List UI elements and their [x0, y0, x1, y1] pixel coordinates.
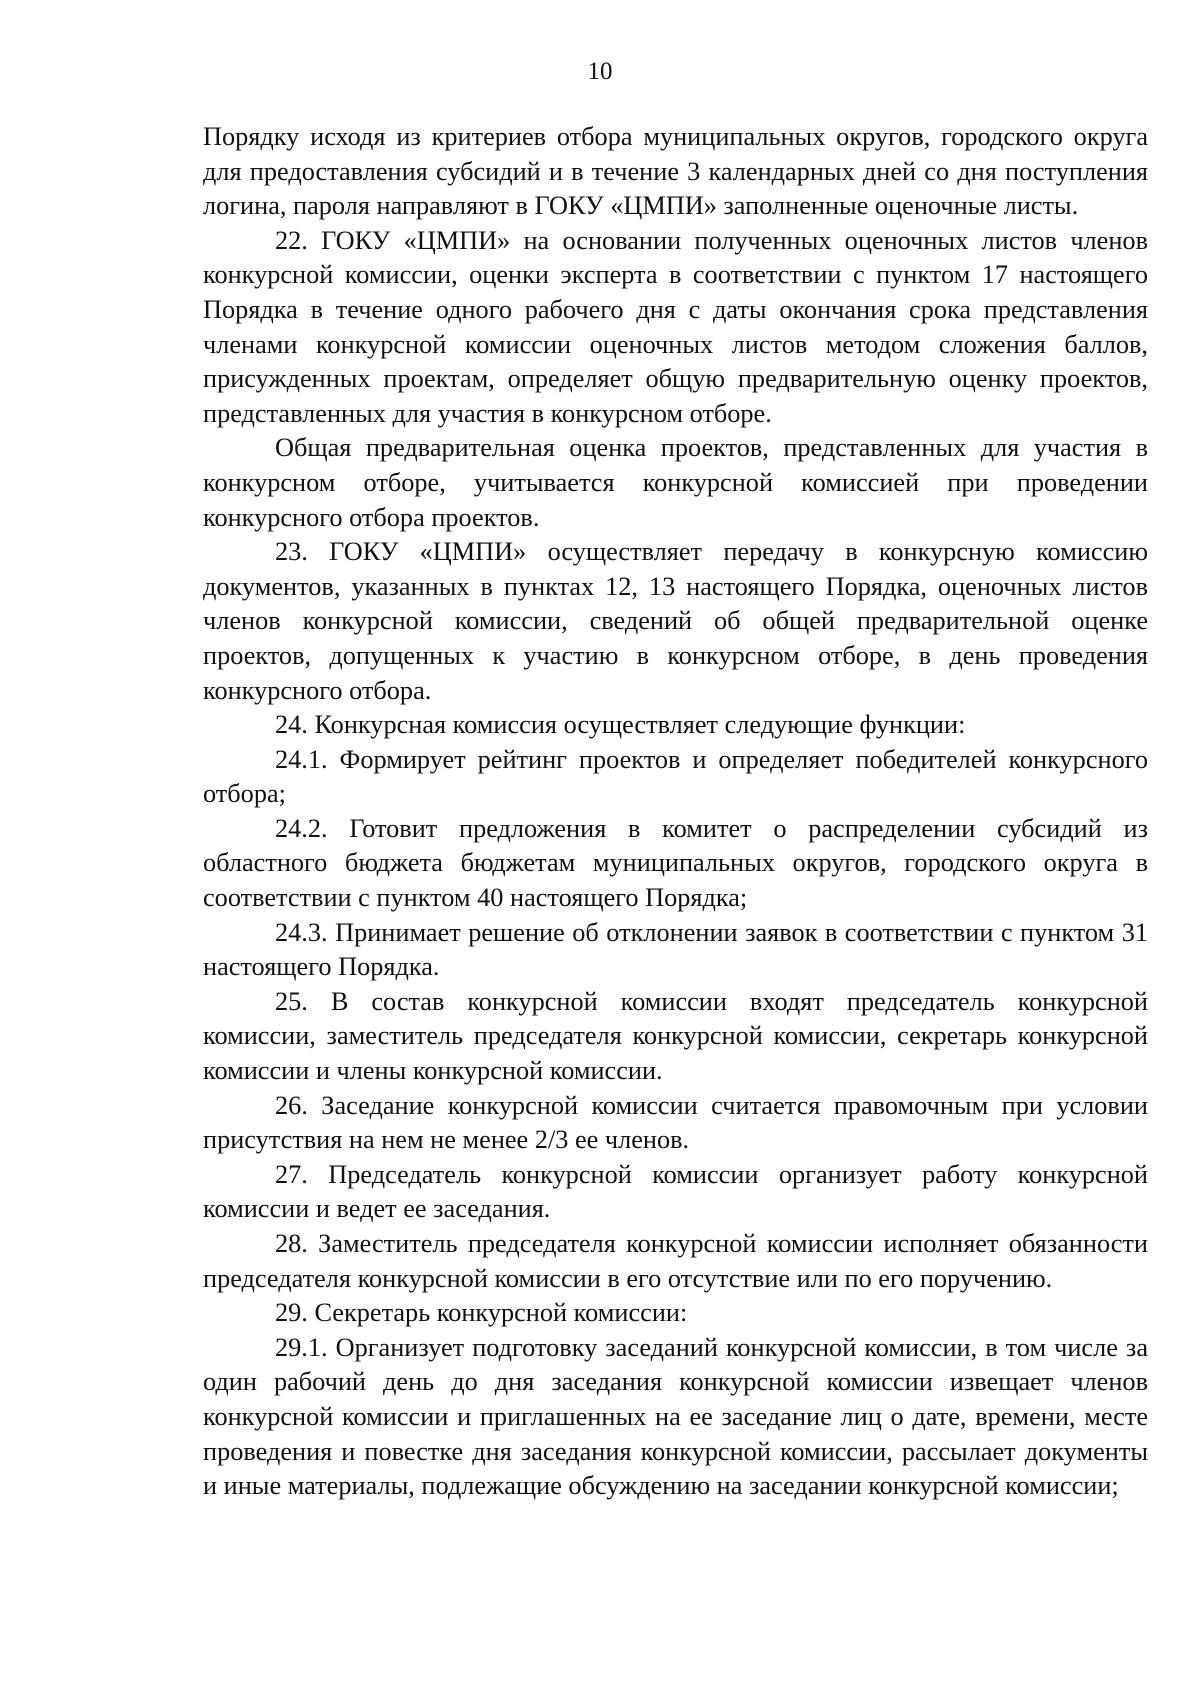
paragraph-25: 25. В состав конкурсной комиссии входят председатель конкурсной комиссии, заместитель председателя конкурсной комиссии, секретарь конкурсной комиссии и члены конкурсной комиссии. — [203, 986, 1148, 1086]
paragraph-24-3: 24.3. Принимает решение об отклонении заявок в соответствии с пунктом 31 настоящего Порядка. — [203, 917, 1148, 982]
paragraph-26: 26. Заседание конкурсной комиссии считается правомочным при условии присутствия на нем не менее 2/3 ее членов. — [203, 1090, 1148, 1155]
paragraph-28: 28. Заместитель председателя конкурсной комиссии исполняет обязанности председателя конкурсной комиссии в его отсутствие или по его поручению. — [203, 1229, 1148, 1293]
page-number: 10 — [587, 58, 613, 85]
paragraph-24-1: 24.1. Формирует рейтинг проектов и определяет победителей конкурсного отбора; — [203, 744, 1148, 809]
paragraph-24-2: 24.2. Готовит предложения в комитет о распределении субсидий из областного бюджета бюджетам муниципальных округов, городского округа в соответствии с пунктом 40 настоящего Порядка; — [203, 813, 1148, 913]
paragraph-general-assessment: Общая предварительная оценка проектов, представленных для участия в конкурсном отборе, учитывается конкурсной комиссией при проведении конкурсного отбора проектов. — [203, 433, 1148, 532]
document-body — [203, 120, 1148, 1504]
paragraph-continuation: Порядку исходя из критериев отбора муниципальных округов, городского округа для предоставления субсидий и в течение 3 календарных дней со дня поступления логина, пароля направляют в ГОКУ «ЦМПИ» заполненные оценочные листы. — [203, 122, 1148, 221]
paragraph-29-1: 29.1. Организует подготовку заседаний конкурсной комиссии, в том числе за один рабочий день до дня заседания конкурсной комиссии извещает членов конкурсной комиссии и приглашенных на ее заседание лиц о дате, времени, месте проведения и повестке дня заседания конкурсной комиссии, рассылает документы и иные материалы, подлежащие обсуждению на заседании конкурсной комиссии; — [203, 1332, 1148, 1501]
paragraph-23: 23. ГОКУ «ЦМПИ» осуществляет передачу в конкурсную комиссию документов, указанных в пунктах 12, 13 настоящего Порядка, оценочных листов членов конкурсной комиссии, сведений об общей предварительной оценке проектов, допущенных к участию в конкурсном отборе, в день проведения конкурсного отбора. — [203, 537, 1148, 705]
paragraph-22: 22. ГОКУ «ЦМПИ» на основании полученных оценочных листов членов конкурсной комиссии, оценки эксперта в соответствии с пунктом 17 настоящего Порядка в течение одного рабочего дня с даты окончания срока представления членами конкурсной комиссии оценочных листов методом сложения баллов, присужденных проектам, определяет общую предварительную оценку проектов, представленных для участия в конкурсном отборе. — [203, 225, 1148, 428]
paragraph-27: 27. Председатель конкурсной комиссии организует работу конкурсной комиссии и ведет ее заседания. — [203, 1159, 1148, 1224]
paragraph-29: 29. Секретарь конкурсной комиссии: — [275, 1298, 688, 1328]
paragraph-24: 24. Конкурсная комиссия осуществляет следующие функции: — [275, 710, 966, 740]
